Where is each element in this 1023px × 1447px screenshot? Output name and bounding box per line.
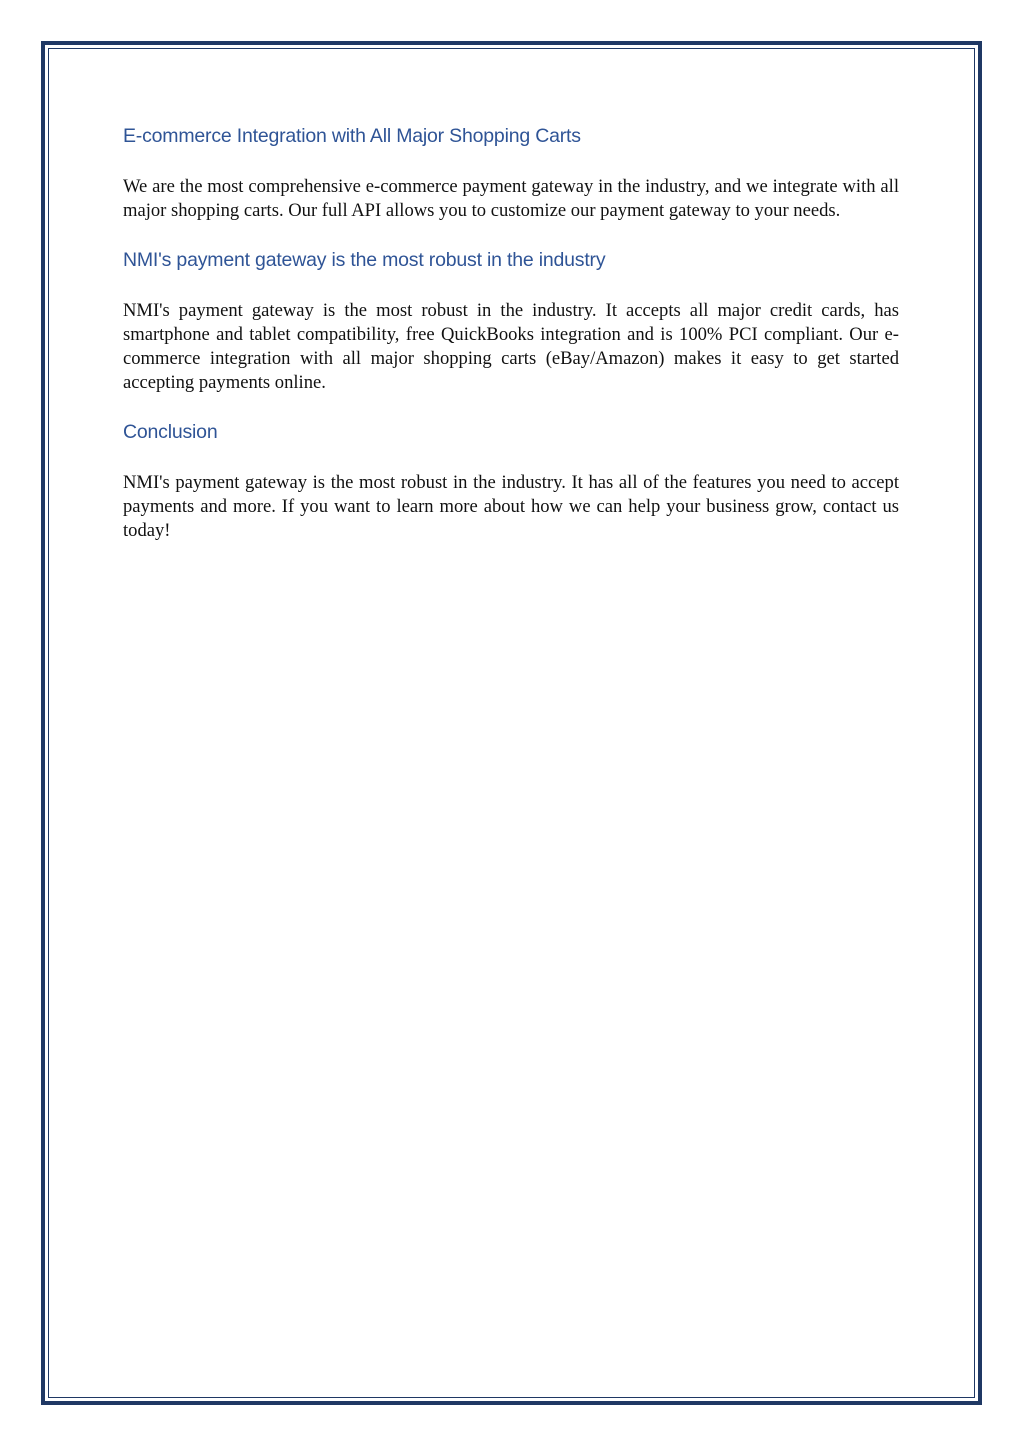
section-robust-gateway bbox=[123, 242, 899, 395]
document-content bbox=[123, 118, 899, 543]
section-paragraph: NMI's payment gateway is the most robust in the industry. It accepts all major credit cards, has smartphone and tablet compatibility, free QuickBooks integration and is 100% PCI compliant. Our e-commerce integration with all major shopping carts (eBay/Amazon) makes it easy to get started accepting payments online. bbox=[123, 300, 899, 393]
section-heading: NMI's payment gateway is the most robust in the industry bbox=[123, 249, 606, 271]
section-paragraph: We are the most comprehensive e-commerce payment gateway in the industry, and we integrate with all major shopping carts. Our full API allows you to customize our payment gateway to your needs. bbox=[123, 176, 899, 221]
section-paragraph: NMI's payment gateway is the most robust in the industry. It has all of the features you need to accept payments and more. If you want to learn more about how we can help your business grow, contact us today! bbox=[123, 472, 899, 541]
section-heading: E-commerce Integration with All Major Shopping Carts bbox=[123, 125, 581, 147]
section-heading: Conclusion bbox=[123, 421, 218, 443]
section-ecommerce-integration bbox=[123, 118, 899, 223]
section-conclusion bbox=[123, 414, 899, 543]
